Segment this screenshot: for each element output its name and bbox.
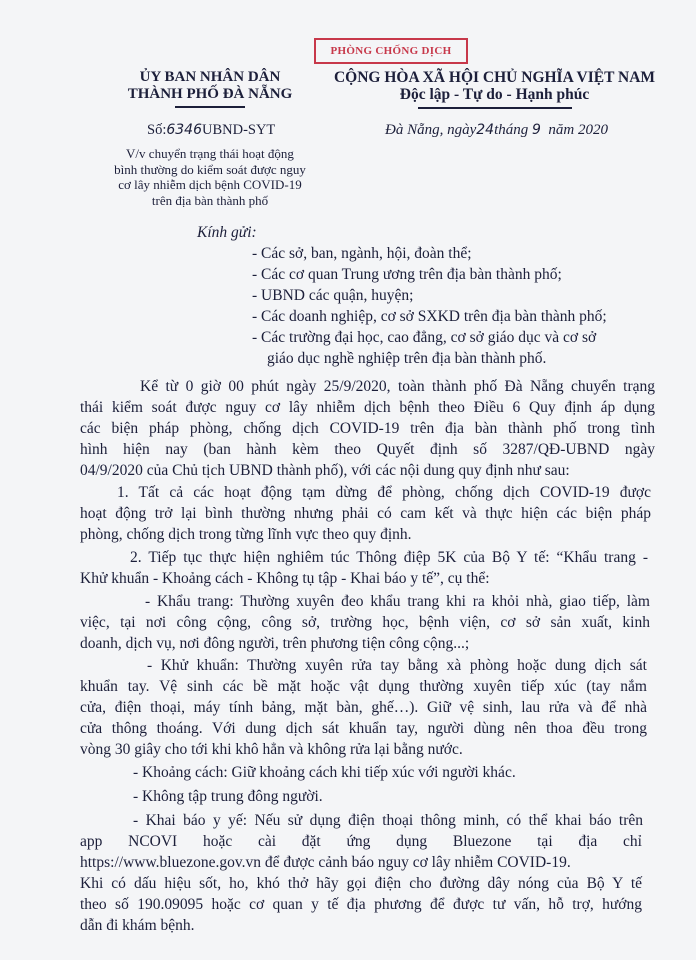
body-line: vòng 30 giây cho tới khi khô hẳn và không rửa lại bằng nước. xyxy=(80,741,463,758)
body-line: phòng, chống dịch trong từng lĩnh vực theo quy định. xyxy=(80,526,412,543)
doc-number: Số:6346UBND-SYT xyxy=(147,122,276,138)
recipient-item: - Các doanh nghiệp, cơ sở SXKD trên địa bàn thành phố; xyxy=(252,308,607,325)
recipient-item: - Các sở, ban, ngành, hội, đoàn thể; xyxy=(252,245,472,262)
subject-line: trên địa bàn thành phố xyxy=(151,192,269,208)
doc-number-handwritten: 6346 xyxy=(166,122,202,138)
motto-underline xyxy=(418,107,572,109)
nation-motto: Độc lập - Tự do - Hạnh phúc xyxy=(399,86,590,103)
body-line: Khử khuẩn - Khoảng cách - Không tụ tập - Khai báo y tế”, cụ thể: xyxy=(80,570,490,587)
date-day-handwritten: 24 xyxy=(476,122,495,138)
recipient-item: - UBND các quận, huyện; xyxy=(252,287,414,304)
recipients-heading: Kính gửi: xyxy=(197,224,257,241)
body-line: 1. Tất cả các hoạt động tạm dừng để phòng, chống dịch COVID-19 được xyxy=(117,484,651,501)
body-line: 04/9/2020 của Chủ tịch UBND thành phố), với các nội dung quy định như sau: xyxy=(80,462,570,479)
subject-block xyxy=(95,146,325,208)
org-underline xyxy=(175,106,245,108)
subject-line: cơ lây nhiễm dịch bệnh COVID-19 xyxy=(118,177,302,192)
date-month-handwritten: 9 xyxy=(532,122,541,138)
subject-line: bình thường do kiểm soát được nguy xyxy=(114,161,306,177)
body-line: theo số 190.09095 hoặc cơ quan y tế địa phương để được tư vấn, hỗ trợ, hướng xyxy=(80,896,642,913)
body-line: hoạt động trở lại bình thường nhưng phải có cam kết và thực hiện các biện pháp xyxy=(80,505,651,522)
recipient-item: giáo dục nghề nghiệp trên địa bàn thành phố. xyxy=(267,350,547,367)
body-line: - Khử khuẩn: Thường xuyên rửa tay bằng xà phòng hoặc dung dịch sát xyxy=(147,657,647,674)
org-line1: ỦY BAN NHÂN DÂN xyxy=(139,69,281,85)
body-line: dẫn đi khám bệnh. xyxy=(80,917,195,934)
body-line: khuẩn tay. Vệ sinh các bề mặt hoặc vật dụng thường xuyên tiếp xúc (tay nắm xyxy=(80,678,647,695)
body-line: Kể từ 0 giờ 00 phút ngày 25/9/2020, toàn thành phố Đà Nẵng chuyển trạng xyxy=(140,378,655,395)
body-line: doanh, dịch vụ, nơi đông người, trên phương tiện công cộng...; xyxy=(80,635,470,652)
body-line: Khi có dấu hiệu sốt, ho, khó thở hãy gọi điện cho đường dây nóng của Bộ Y tế xyxy=(80,875,642,892)
body-line: 2. Tiếp tục thực hiện nghiêm túc Thông điệp 5K của Bộ Y tế: “Khẩu trang - xyxy=(130,549,648,566)
body-line: hình hiện nay (ban hành kèm theo Quyết định số 3287/QĐ-UBND ngày xyxy=(80,441,655,458)
body-line: app NCOVI hoặc cài đặt ứng dụng Bluezone tại địa chỉ xyxy=(80,833,642,850)
recipient-item: - Các trường đại học, cao đẳng, cơ sở giáo dục và cơ sở xyxy=(252,329,597,346)
body-line: cửa, điện thoại, máy tính bảng, mặt bàn, ghế…). Giữ vệ sinh, lau rửa và để nhà xyxy=(80,699,647,716)
red-stamp: PHÒNG CHỐNG DỊCH xyxy=(314,38,468,64)
body-line: thái kiểm soát được nguy cơ lây nhiễm dịch bệnh theo Điều 6 Quy định áp dụng xyxy=(80,399,655,416)
body-line: - Khoảng cách: Giữ khoảng cách khi tiếp xúc với người khác. xyxy=(133,764,516,781)
place-date: Đà Nẵng, ngày24tháng 9 năm 2020 xyxy=(385,122,609,138)
org-line2: THÀNH PHỐ ĐÀ NẴNG xyxy=(127,86,293,102)
body-line: - Khẩu trang: Thường xuyên đeo khẩu trang khi ra khỏi nhà, giao tiếp, làm xyxy=(145,593,650,610)
body-line: các biện pháp phòng, chống dịch COVID-19 trên địa bàn thành phố trong tình xyxy=(80,420,655,437)
body-line: https://www.bluezone.gov.vn để được cảnh báo nguy cơ lây nhiễm COVID-19. xyxy=(80,854,571,871)
body-line: - Khai báo y yế: Nếu sử dụng điện thoại thông minh, có thể khai báo trên xyxy=(133,812,643,829)
recipient-item: - Các cơ quan Trung ương trên địa bàn thành phố; xyxy=(252,266,562,283)
subject-line: V/v chuyển trạng thái hoạt động xyxy=(126,146,294,161)
body-line: cửa thông thoáng. Với dung dịch sát khuẩn tay, người dùng nên thoa đều trong xyxy=(80,720,647,737)
body-line: việc, tại nơi công cộng, công sở, trường học, bệnh viện, cơ sở sản xuất, kinh xyxy=(80,614,650,631)
nation-title: CỘNG HÒA XÃ HỘI CHỦ NGHĨA VIỆT NAM xyxy=(333,69,656,86)
body-line: - Không tập trung đông người. xyxy=(133,788,323,805)
